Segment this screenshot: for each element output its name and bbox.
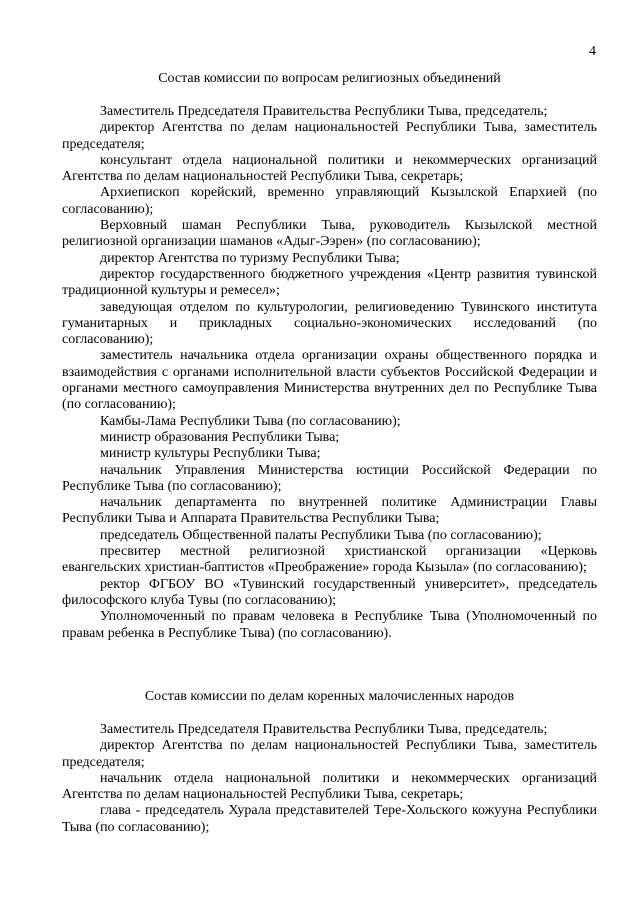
section-title: Состав комиссии по вопросам религиозных объединений (158, 71, 501, 86)
member-item: директор государственного бюджетного учреждения «Центр развития тувинской традиционной культуры и ремесел»; (62, 266, 597, 299)
member-item: ректор ФГБОУ ВО «Тувинский государственный университет», председатель философского клуба Тувы (по согласованию); (62, 576, 597, 608)
member-item: начальник Управления Министерства юстиции Российской Федерации по Республике Тыва (по согласованию); (62, 462, 597, 494)
section-title: Состав комиссии по делам коренных малочисленных народов (144, 689, 515, 704)
member-item: заместитель начальника отдела организации охраны общественного порядка и взаимодействия с органами исполнительной власти субъектов Российской Федерации и органами местного самоуправления Министерства внутренних дел по Республике Тыва (по согласованию); (62, 348, 597, 413)
page-number: 4 (589, 44, 596, 59)
member-item: директор Агентства по делам национальностей Республики Тыва, заместитель председателя; (62, 120, 597, 152)
member-item: министр образования Республики Тыва; (100, 429, 340, 445)
section-indigenous-peoples-commission (62, 688, 597, 836)
member-item: пресвитер местной религиозной христианской организации «Церковь евангельских христиан-баптистов «Преображение» города Кызыла» (по согласованию); (62, 544, 597, 576)
member-item: директор Агентства по делам национальностей Республики Тыва, заместитель председателя; (62, 738, 597, 770)
section-religious-commission (62, 70, 597, 642)
member-item: глава - председатель Хурала представителей Тере-Хольского кожууна Республики Тыва (по согласованию); (62, 803, 597, 835)
member-item: Архиепископ корейский, временно управляющий Кызылской Епархией (по согласованию); (62, 185, 597, 217)
member-item: начальник департамента по внутренней политике Администрации Главы Республики Тыва и Аппарата Правительства Республики Тыва; (62, 495, 597, 527)
member-item: директор Агентства по туризму Республики Тыва; (100, 250, 400, 266)
member-item: Заместитель Председателя Правительства Республики Тыва, председатель; (100, 722, 548, 737)
member-item: заведующая отделом по культурологии, религиоведению Тувинского института гуманитарных и прикладных социально-экономических исследований (по согласованию); (62, 299, 597, 348)
member-item: консультант отдела национальной политики и некоммерческих организаций Агентства по делам национальностей Республики Тыва, секретарь; (62, 152, 597, 185)
member-item: начальник отдела национальной политики и некоммерческих организаций Агентства по делам национальностей Республики Тыва, секретарь; (62, 770, 597, 803)
member-list (62, 104, 597, 642)
member-item: Камбы-Лама Республики Тыва (по согласованию); (100, 413, 401, 429)
member-item: Верховный шаман Республики Тыва, руководитель Кызылской местной религиозной организации шаманов «Адыг-Ээрен» (по согласованию); (62, 218, 597, 250)
member-item: министр культуры Республики Тыва; (100, 446, 321, 462)
member-list (62, 722, 597, 836)
member-item: Заместитель Председателя Правительства Республики Тыва, председатель; (100, 104, 548, 119)
member-item: Уполномоченный по правам человека в Республике Тыва (Уполномоченный по правам ребенка в Республике Тыва) (по согласованию). (62, 609, 597, 641)
member-item: председатель Общественной палаты Республики Тыва (по согласованию); (100, 527, 542, 543)
